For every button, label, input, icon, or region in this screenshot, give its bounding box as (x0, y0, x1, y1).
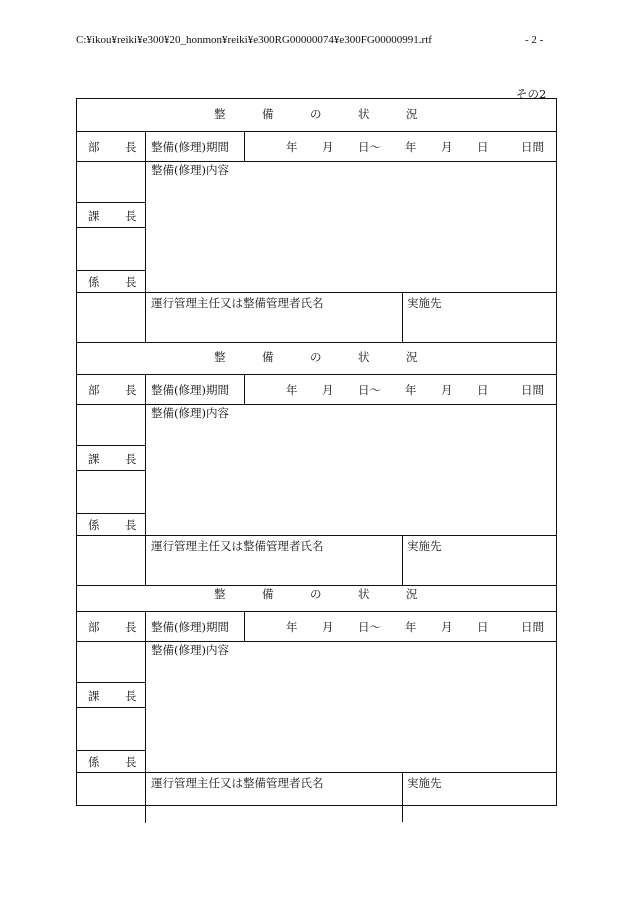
status-title-char: 状 (358, 107, 370, 121)
status-title-char: 況 (406, 587, 418, 601)
grid-line-horizontal (77, 470, 145, 471)
grid-line-vertical (402, 535, 403, 585)
grid-line-horizontal (77, 750, 145, 751)
kakaricho-label: 長 (125, 518, 137, 532)
grid-line-vertical (244, 374, 245, 404)
kakaricho-label: 係 (88, 518, 100, 532)
period-unit: 日間 (521, 383, 544, 397)
operator-label: 運行管理主任又は整備管理者氏名 (151, 539, 324, 553)
grid-line-horizontal (77, 374, 556, 375)
status-title-char: 状 (358, 587, 370, 601)
grid-line-horizontal (77, 131, 556, 132)
operator-label: 運行管理主任又は整備管理者氏名 (151, 296, 324, 310)
grid-line-horizontal (77, 292, 556, 293)
kacho-label: 長 (125, 209, 137, 223)
period-unit: 日 (477, 383, 489, 397)
grid-line-vertical (244, 131, 245, 161)
grid-line-vertical (145, 611, 146, 823)
grid-line-vertical (145, 131, 146, 343)
period-unit: 年 (405, 620, 417, 634)
status-title-char: 況 (406, 107, 418, 121)
grid-line-horizontal (77, 707, 145, 708)
content-label: 整備(修理)内容 (151, 163, 229, 177)
kacho-label: 課 (88, 452, 100, 466)
period-unit: 年 (405, 383, 417, 397)
status-title-char: 状 (358, 350, 370, 364)
bucho-label: 長 (125, 140, 137, 154)
status-title-char: 況 (406, 350, 418, 364)
period-unit: 月 (322, 620, 334, 634)
location-label: 実施先 (407, 539, 442, 553)
grid-line-horizontal (77, 611, 556, 612)
period-unit: 年 (286, 620, 298, 634)
period-unit: 日〜 (358, 140, 381, 154)
grid-line-horizontal (77, 772, 556, 773)
status-title-char: 備 (262, 587, 274, 601)
grid-line-vertical (402, 772, 403, 822)
period-unit: 年 (286, 140, 298, 154)
grid-line-horizontal (77, 535, 556, 536)
kacho-label: 長 (125, 689, 137, 703)
period-unit: 年 (286, 383, 298, 397)
grid-line-vertical (145, 374, 146, 586)
status-title-char: の (310, 350, 322, 364)
grid-line-horizontal (77, 445, 145, 446)
kakaricho-label: 係 (88, 275, 100, 289)
period-unit: 月 (322, 140, 334, 154)
bucho-label: 長 (125, 620, 137, 634)
grid-line-horizontal (77, 202, 145, 203)
kacho-label: 課 (88, 689, 100, 703)
content-label: 整備(修理)内容 (151, 643, 229, 657)
grid-line-horizontal (77, 161, 556, 162)
bucho-label: 長 (125, 383, 137, 397)
operator-label: 運行管理主任又は整備管理者氏名 (151, 776, 324, 790)
form-number: その2 (516, 87, 547, 101)
grid-line-horizontal (77, 682, 145, 683)
status-title-char: 備 (262, 350, 274, 364)
grid-line-vertical (244, 611, 245, 641)
status-title-char: 備 (262, 107, 274, 121)
status-title-char: の (310, 587, 322, 601)
grid-line-vertical (402, 292, 403, 342)
grid-line-horizontal (77, 513, 145, 514)
content-label: 整備(修理)内容 (151, 406, 229, 420)
grid-line-horizontal (77, 404, 556, 405)
period-unit: 月 (322, 383, 334, 397)
period-unit: 日間 (521, 620, 544, 634)
period-unit: 月 (441, 140, 453, 154)
status-title-char: 整 (214, 587, 226, 601)
status-title-char: 整 (214, 107, 226, 121)
page-header-path: C:¥ikou¥reiki¥e300¥20_honmon¥reiki¥e300RG00000074¥e300FG00000991.rtf (76, 34, 432, 46)
period-unit: 日〜 (358, 620, 381, 634)
maintenance-record-table (76, 98, 557, 806)
grid-line-horizontal (77, 342, 556, 343)
status-title-char: 整 (214, 350, 226, 364)
kacho-label: 課 (88, 209, 100, 223)
period-label: 整備(修理)期間 (151, 620, 229, 634)
period-label: 整備(修理)期間 (151, 383, 229, 397)
period-unit: 日間 (521, 140, 544, 154)
status-title-char: の (310, 107, 322, 121)
page-number: - 2 - (525, 34, 544, 46)
period-unit: 日 (477, 140, 489, 154)
bucho-label: 部 (88, 383, 100, 397)
period-unit: 月 (441, 620, 453, 634)
kakaricho-label: 長 (125, 275, 137, 289)
bucho-label: 部 (88, 620, 100, 634)
period-unit: 日 (477, 620, 489, 634)
location-label: 実施先 (407, 776, 442, 790)
period-unit: 年 (405, 140, 417, 154)
period-label: 整備(修理)期間 (151, 140, 229, 154)
grid-line-horizontal (77, 585, 556, 586)
kakaricho-label: 長 (125, 755, 137, 769)
location-label: 実施先 (407, 296, 442, 310)
period-unit: 日〜 (358, 383, 381, 397)
grid-line-horizontal (77, 641, 556, 642)
bucho-label: 部 (88, 140, 100, 154)
grid-line-horizontal (77, 227, 145, 228)
kakaricho-label: 係 (88, 755, 100, 769)
kacho-label: 長 (125, 452, 137, 466)
grid-line-horizontal (77, 270, 145, 271)
period-unit: 月 (441, 383, 453, 397)
